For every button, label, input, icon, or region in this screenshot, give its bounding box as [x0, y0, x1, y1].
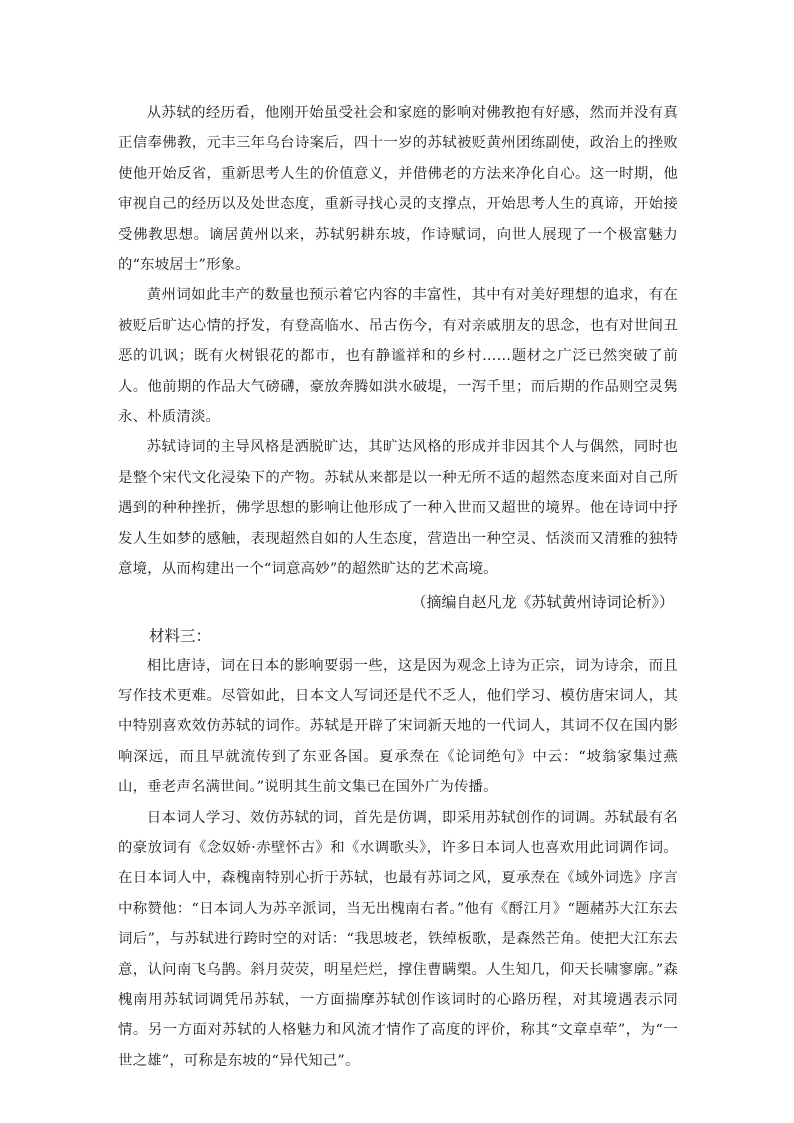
- paragraph-su-shi-style: 苏轼诗词的主导风格是洒脱旷达，其旷达风格的形成并非因其个人与偶然，同时也是整个宋代文化浸染下的产物。苏轼从来都是以一种无所不适的超然态度来面对自己所遇到的种种挫折，佛学思想的影响让他形成了一种入世而又超世的境界。他在诗词中抒发人生如梦的感触，表现超然自如的人生态度，营造出一种空灵、恬淡而又清雅的独特意境，从而构建出一个“词意高妙”的超然旷达的艺术高境。: [118, 439, 678, 578]
- paragraph-japanese-imitation: 日本词人学习、效仿苏轼的词，首先是仿调，即采用苏轼创作的词调。苏轼最有名的豪放词有《念奴娇·赤壁怀古》和《水调歌头》，许多日本词人也喜欢用此词调作词。在日本词人中，森槐南特别心折于苏轼，也最有苏词之风，夏承焘在《域外词选》序言中称赞他：“日本词人为苏辛派词，当无出槐南右者。”他有《酹江月》“题赭苏大江东去词后”，与苏轼进行跨时空的对话：“我思坡老，铁绰板歌，是森然芒角。使把大江东去意，认问南飞乌鹊。斜月荧荧，明星烂烂，撑住曹瞒槊。人生知几，仰天长啸寥廓。”森槐南用苏轼词调凭吊苏轼，一方面揣摩苏轼创作该词时的心路历程，对其境遇表示同情。另一方面对苏轼的人格魅力和风流才情作了高度的评价，称其“文章卓荦”，为“一世之雄”，可称是东坡的“异代知己”。: [118, 809, 678, 1069]
- paragraph-su-shi-experience: 从苏轼的经历看，他刚开始虽受社会和家庭的影响对佛教抱有好感，然而并没有真正信奉佛教，元丰三年乌台诗案后，四十一岁的苏轼被贬黄州团练副使，政治上的挫败使他开始反省，重新思考人生的价值意义，并借佛老的方法来净化自心。这一时期，他审视自己的经历以及处世态度，重新寻找心灵的支撑点，开始思考人生的真谛，开始接受佛教思想。谪居黄州以来，苏轼躬耕东坡，作诗赋词，向世人展现了一个极富魅力的“东坡居士”形象。: [118, 105, 678, 274]
- document-body: [118, 98, 678, 1076]
- section-heading-material-three: 材料三：: [149, 626, 212, 645]
- paragraph-huangzhou-ci-content: 黄州词如此丰产的数量也预示着它内容的丰富性，其中有对美好理想的追求，有在被贬后旷达心情的抒发，有登高临水、吊古伤今，有对亲戚朋友的思念，也有对世间丑恶的讥讽；既有火树银花的都市，也有静谧祥和的乡村……题材之广泛已然突破了前人。他前期的作品大气磅礴，豪放奔腾如洪水破堤，一泻千里；而后期的作品则空灵隽永、朴质清淡。: [118, 287, 678, 426]
- source-citation: （摘编自赵凡龙《苏轼黄州诗词论析》）: [411, 592, 674, 611]
- paragraph-ci-in-japan: 相比唐诗，词在日本的影响要弱一些，这是因为观念上诗为正宗，词为诗余，而且写作技术更难。尽管如此，日本文人写词还是代不乏人，他们学习、模仿唐宋词人，其中特别喜欢效仿苏轼的词作。苏轼是开辟了宋词新天地的一代词人，其词不仅在国内影响深远，而且早就流传到了东亚各国。夏承焘在《论词绝句》中云：“坡翁家集过燕山，垂老声名满世间。”说明其生前文集已在国外广为传播。: [118, 657, 678, 796]
